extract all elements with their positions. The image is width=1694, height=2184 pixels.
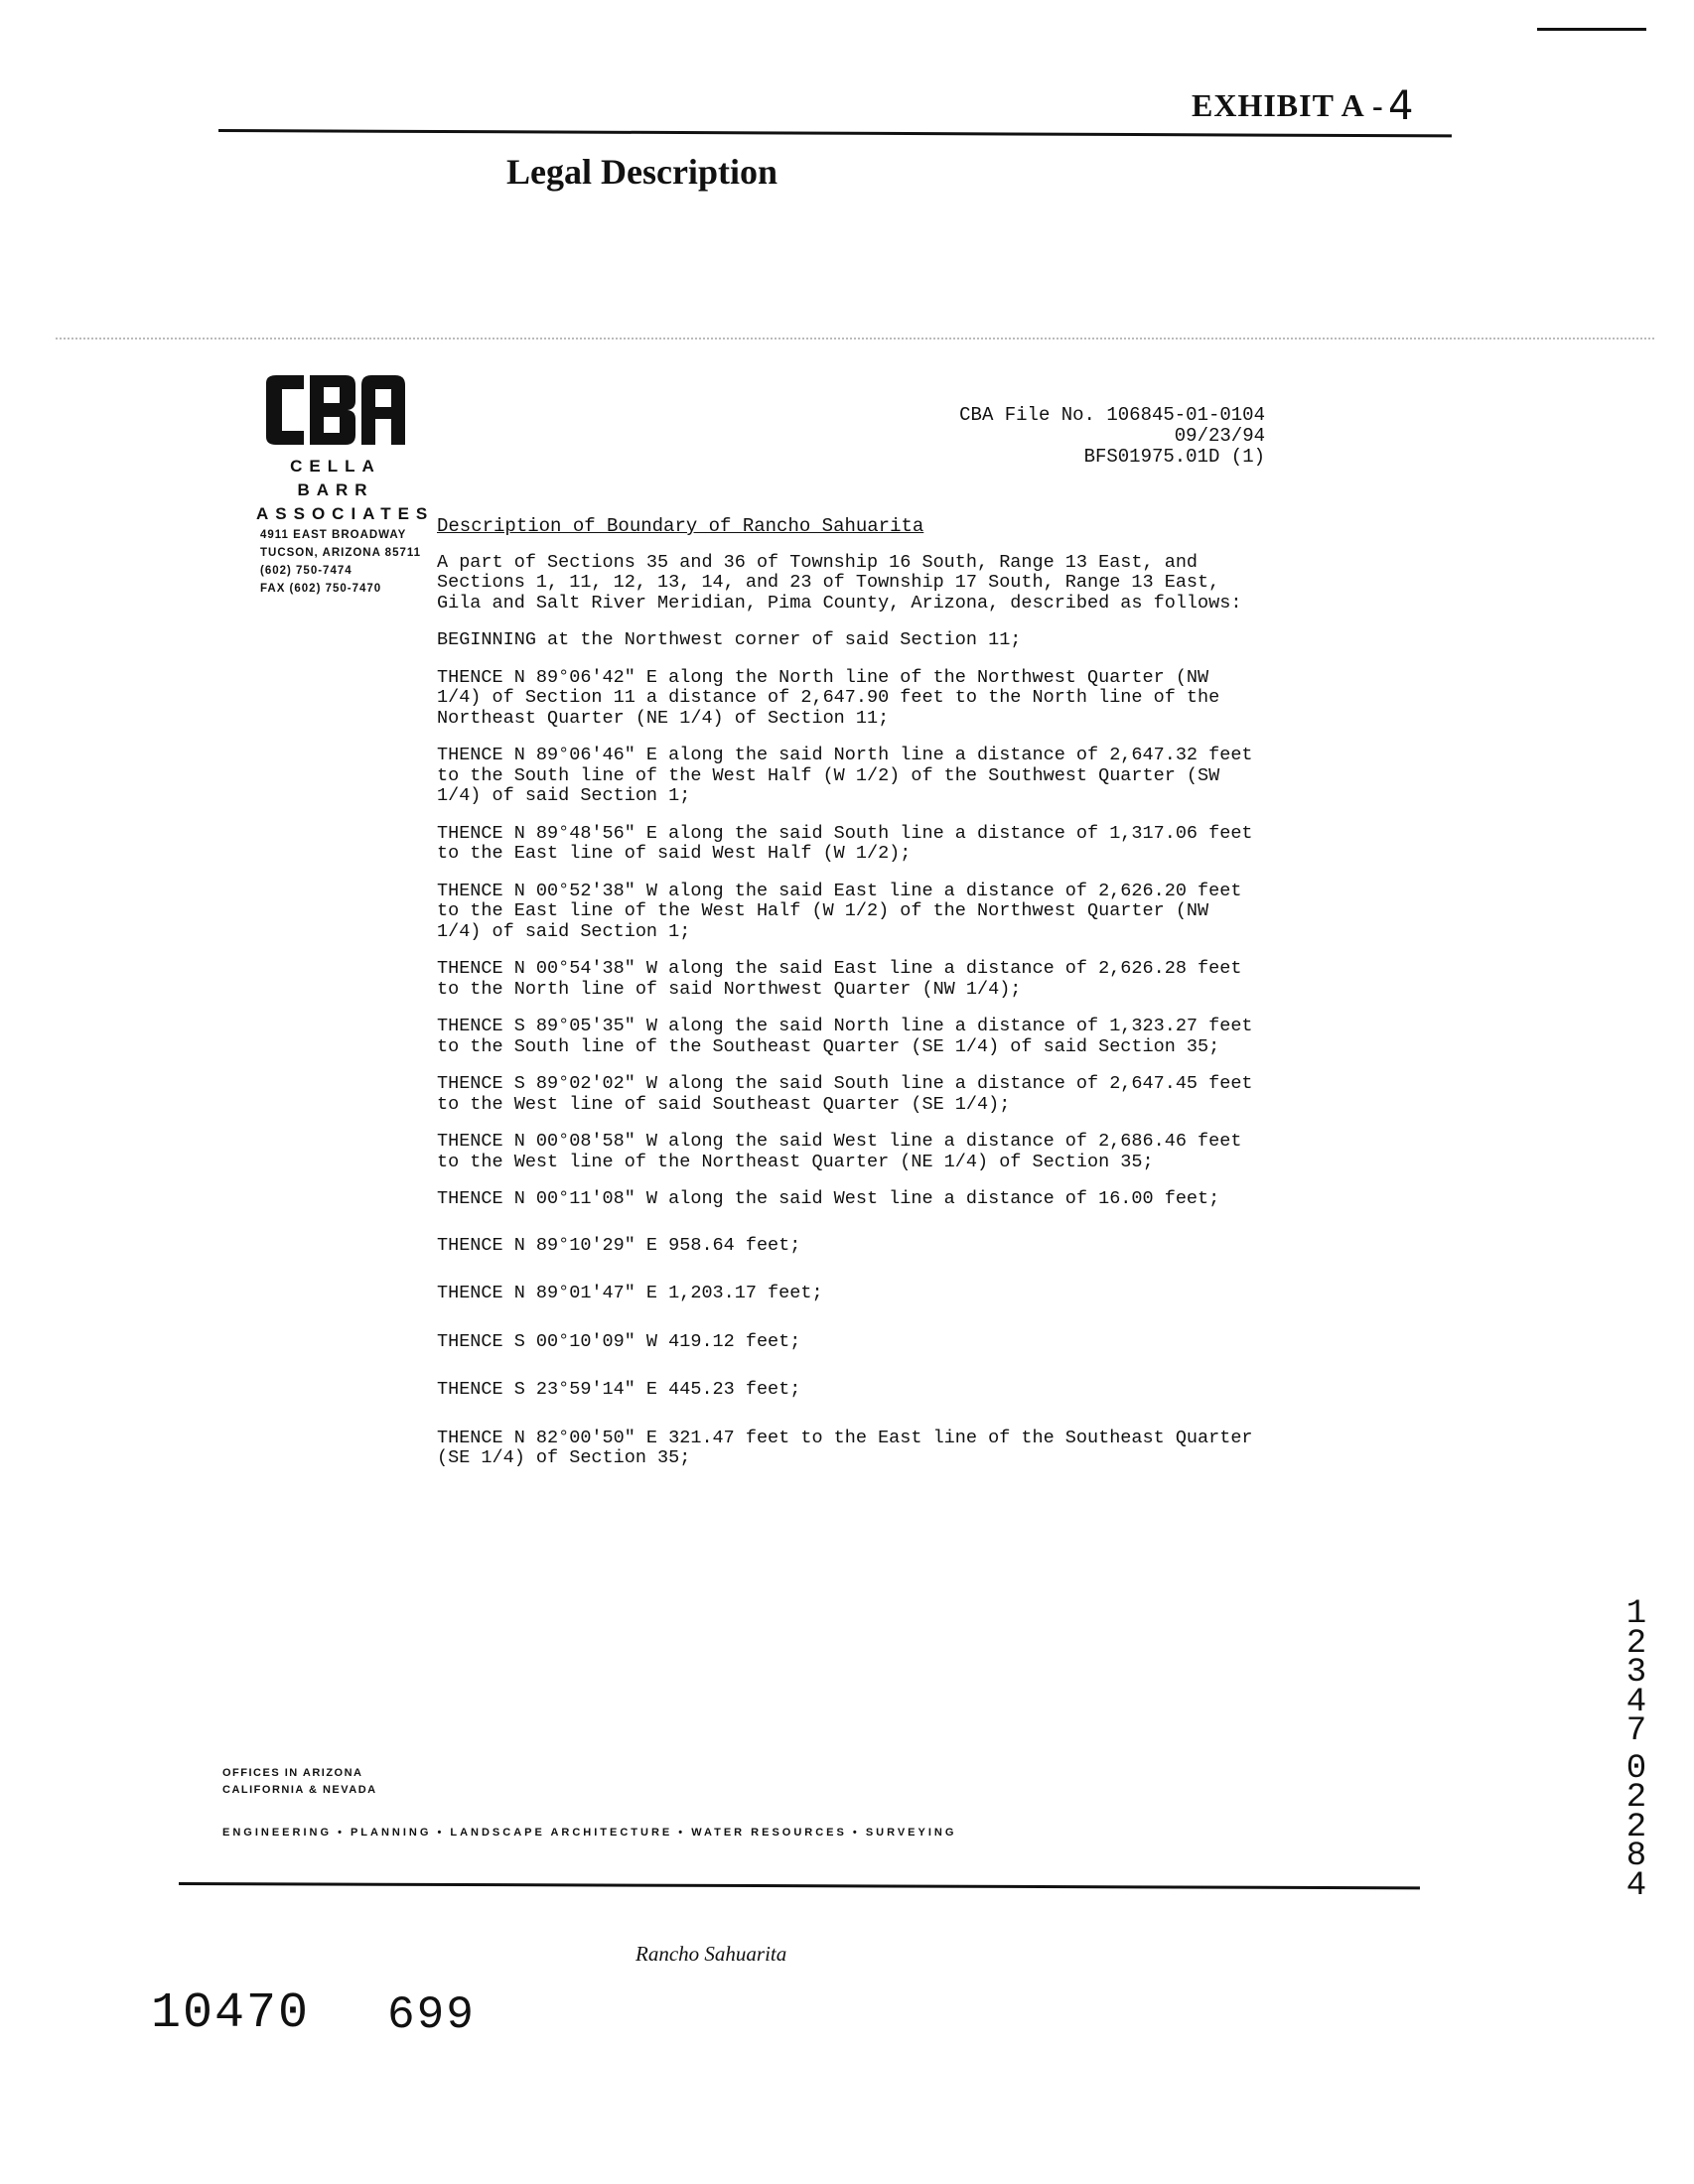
description-course: THENCE N 82°00'50" E 321.47 feet to the East line of the Southeast Quarter (SE 1/4) of Section 35; [437,1427,1253,1468]
description-course: THENCE N 89°10'29" E 958.64 feet; [437,1234,801,1256]
address-street: 4911 EAST BROADWAY [260,529,407,541]
company-name-line2: ASSOCIATES [256,504,435,523]
description-course: THENCE S 89°05'35" W along the said North line a distance of 1,323.27 feet to the South line of the Southeast Quarter (SE 1/4) of said Section 35; [437,1016,1253,1057]
description-beginning: BEGINNING at the Northwest corner of said Section 11; [437,629,1022,650]
address-fax: FAX (602) 750-7470 [260,583,382,595]
file-reference: BFS01975.01D (1) [1083,446,1265,468]
footer-rule [179,1882,1420,1889]
services-line: ENGINEERING • PLANNING • LANDSCAPE ARCHITECTURE • WATER RESOURCES • SURVEYING [222,1827,957,1839]
description-course: THENCE N 89°48'56" E along the said South line a distance of 1,317.06 feet to the East line of said West Half (W 1/2); [437,822,1253,864]
side-stamp-digit: 7 [1625,1712,1647,1750]
address-phone: (602) 750-7474 [260,565,353,577]
recording-book-number: 10470 [151,1985,311,2042]
description-course: THENCE N 00°11'08" W along the said West line a distance of 16.00 feet; [437,1188,1220,1209]
description-course: THENCE S 23°59'14" E 445.23 feet; [437,1379,801,1400]
description-course: THENCE N 89°01'47" E 1,203.17 feet; [437,1283,823,1303]
side-stamp-digit: 8 [1625,1838,1647,1875]
side-stamp-digit: 2 [1625,1779,1647,1817]
description-course: THENCE N 89°06'46" E along the said North line a distance of 2,647.32 feet to the South line of the West Half (W 1/2) of the Southwest Quarter (SW 1/4) of said Section 1; [437,745,1253,806]
offices-line2: CALIFORNIA & NEVADA [222,1784,377,1796]
address-city: TUCSON, ARIZONA 85711 [260,547,422,559]
description-course: THENCE N 00°08'58" W along the said West line a distance of 2,686.46 feet to the West line of the Northeast Quarter (NE 1/4) of Section 35; [437,1131,1242,1172]
file-number: CBA File No. 106845-01-0104 [959,404,1265,426]
side-stamp-digit: 3 [1625,1654,1647,1692]
file-date: 09/23/94 [1174,425,1265,447]
page-title: Legal Description [506,152,777,192]
description-intro: A part of Sections 35 and 36 of Township 16 South, Range 13 East, and Sections 1, 11, 12, 13, 14, and 23 of Township 17 South, Range 13 East, Gila and Salt River Meridian, Pima County, Arizona, described as follows: [437,551,1242,614]
file-info [959,405,1265,468]
side-stamp-digit: 4 [1625,1866,1647,1905]
side-stamp-digit: 1 [1625,1595,1647,1633]
side-stamp-digit: 2 [1625,1808,1647,1846]
side-stamp-digit: 2 [1625,1624,1647,1663]
description-course: THENCE N 00°54'38" W along the said East line a distance of 2,626.28 feet to the North line of said Northwest Quarter (NW 1/4); [437,958,1242,1000]
recording-page-number: 699 [387,1989,476,2041]
description-course: THENCE S 89°02'02" W along the said South line a distance of 2,647.45 feet to the West line of said Southeast Quarter (SE 1/4); [437,1073,1253,1115]
side-stamp-digit: 4 [1625,1683,1647,1721]
offices-line1: OFFICES IN ARIZONA [222,1767,363,1779]
scan-line [56,338,1654,340]
exhibit-label: EXHIBIT A - [1192,87,1384,123]
footer-project-name: Rancho Sahuarita [635,1942,787,1966]
legal-description-body [437,516,1261,1486]
side-stamp [1617,1595,1656,1905]
description-course: THENCE S 00°10'09" W 419.12 feet; [437,1330,801,1352]
description-heading: Description of Boundary of Rancho Sahuarita [437,515,924,537]
cba-logo [260,373,409,447]
description-course: THENCE N 00°52'38" W along the said East line a distance of 2,626.20 feet to the East line of the West Half (W 1/2) of the Northwest Quarter (NW 1/4) of said Section 1; [437,880,1242,942]
company-name [256,455,435,526]
side-stamp-digit: 0 [1625,1749,1647,1788]
exhibit-number: 4 [1388,83,1414,129]
offices-note [222,1765,377,1799]
company-name-line1: CELLA BARR [290,457,381,499]
header-rule [218,129,1452,137]
description-course: THENCE N 89°06'42" E along the North line of the Northwest Quarter (NW 1/4) of Section 11 a distance of 2,647.90 feet to the North line of the Northeast Quarter (NE 1/4) of Section 11; [437,666,1220,729]
corner-mark [1537,28,1646,31]
company-address [260,526,421,598]
